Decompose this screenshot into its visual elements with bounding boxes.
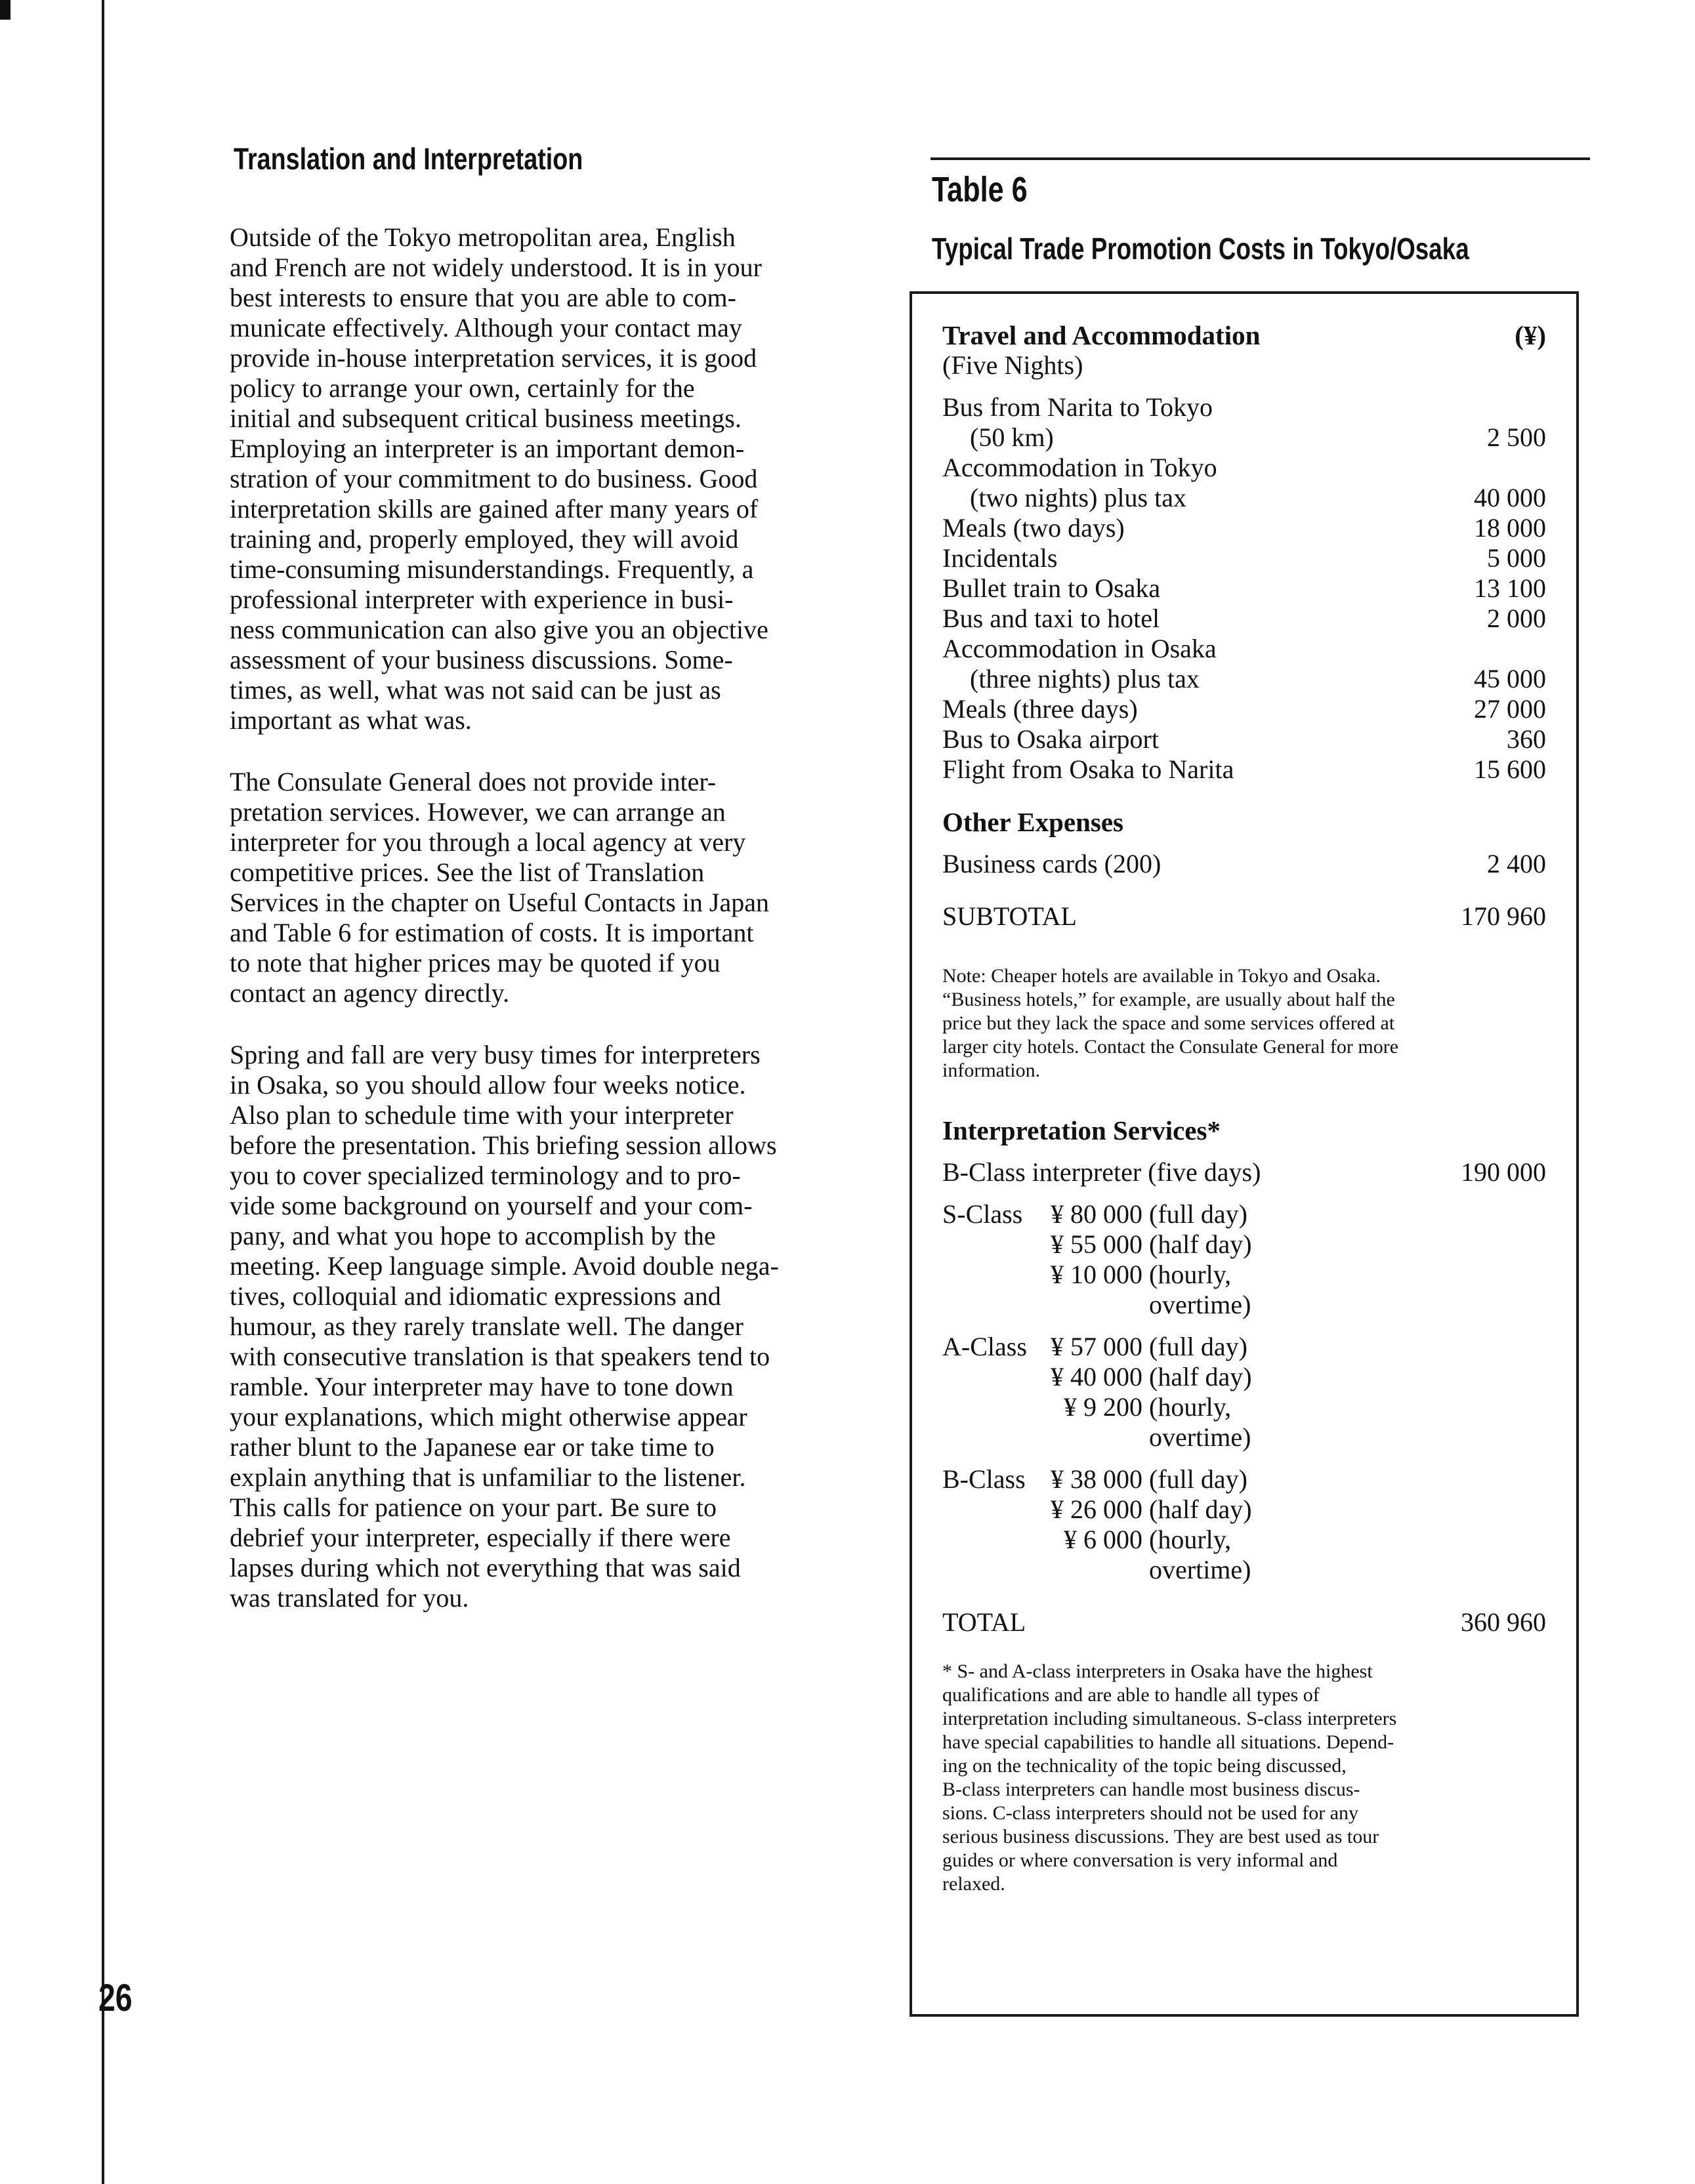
text-line: ramble. Your interpreter may have to tone down bbox=[230, 1372, 734, 1401]
text-line: Outside of the Tokyo metropolitan area, English bbox=[230, 222, 736, 252]
rate-amount: ¥ 9 200 bbox=[1064, 1392, 1142, 1422]
text-line: meeting. Keep language simple. Avoid double nega- bbox=[230, 1251, 779, 1281]
text-line: explain anything that is unfamiliar to the listener. bbox=[230, 1462, 746, 1492]
paragraph bbox=[230, 222, 906, 735]
rate-class bbox=[942, 1494, 1037, 1525]
text-line: provide in-house interpretation services, it is good bbox=[230, 343, 757, 373]
text-line: tives, colloquial and idiomatic expressions and bbox=[230, 1281, 721, 1311]
rate-class bbox=[942, 1362, 1037, 1392]
table-row bbox=[942, 573, 1546, 604]
rate-block bbox=[942, 1464, 1546, 1585]
text-line: lapses during which not everything that was said bbox=[230, 1553, 741, 1582]
rate-description: (full day) bbox=[1149, 1332, 1247, 1361]
text-line: This calls for patience on your part. Be sure to bbox=[230, 1493, 717, 1522]
rate-amount: ¥ 57 000 bbox=[1051, 1332, 1142, 1361]
subtotal-row bbox=[942, 901, 1546, 932]
text-line: with consecutive translation is that speakers tend to bbox=[230, 1342, 770, 1371]
other-header-row bbox=[942, 807, 1546, 837]
item-value: 360 bbox=[1507, 724, 1546, 754]
paragraph bbox=[230, 1040, 906, 1613]
left-column bbox=[210, 141, 906, 1645]
travel-subheader: (Five Nights) bbox=[942, 350, 1083, 380]
text-line: before the presentation. This briefing session allows bbox=[230, 1130, 777, 1160]
rate-line bbox=[942, 1199, 1546, 1229]
text-line: Also plan to schedule time with your interpreter bbox=[230, 1100, 734, 1130]
rate-description: (hourly, bbox=[1149, 1392, 1232, 1422]
interp-header: Interpretation Services* bbox=[942, 1115, 1221, 1145]
table-subtitle: Typical Trade Promotion Costs in Tokyo/Osaka bbox=[932, 232, 1469, 266]
rate-amount: ¥ 80 000 bbox=[1051, 1199, 1142, 1229]
text-line: times, as well, what was not said can be just as bbox=[230, 675, 721, 705]
text-line: The Consulate General does not provide inter- bbox=[230, 767, 717, 796]
rate-line bbox=[942, 1362, 1546, 1392]
text-line: Services in the chapter on Useful Contacts in Japan bbox=[230, 888, 769, 917]
table-row bbox=[942, 483, 1546, 513]
rate-block bbox=[942, 1332, 1546, 1453]
page-number: 26 bbox=[98, 1977, 133, 2019]
travel-header-row bbox=[942, 320, 1546, 350]
table-row bbox=[942, 422, 1546, 453]
item-value: 2 500 bbox=[1487, 422, 1546, 452]
rate-amount: ¥ 40 000 bbox=[1051, 1362, 1142, 1391]
text-line: Employing an interpreter is an important demon- bbox=[230, 434, 745, 463]
item-label: Accommodation in Osaka bbox=[942, 634, 1217, 663]
item-label: Accommodation in Tokyo bbox=[942, 453, 1217, 482]
paragraph bbox=[230, 767, 906, 1008]
note-line: information. bbox=[942, 1060, 1041, 1081]
item-value: 45 000 bbox=[1474, 664, 1546, 693]
total-value: 360 960 bbox=[1461, 1607, 1546, 1637]
total-label: TOTAL bbox=[942, 1607, 1026, 1637]
text-line: competitive prices. See the list of Translation bbox=[230, 857, 705, 887]
note-line: larger city hotels. Contact the Consulate General for more bbox=[942, 1036, 1399, 1058]
item-label: Bullet train to Osaka bbox=[942, 573, 1161, 603]
text-line: initial and subsequent critical business meetings. bbox=[230, 403, 742, 433]
item-label: Business cards (200) bbox=[942, 849, 1161, 878]
note-line: serious business discussions. They are best used as tour bbox=[942, 1826, 1379, 1847]
table-row bbox=[942, 604, 1546, 634]
text-line: debrief your interpreter, especially if there were bbox=[230, 1523, 731, 1552]
table-row bbox=[942, 694, 1546, 724]
rate-line bbox=[942, 1494, 1546, 1525]
text-line: municate effectively. Although your contact may bbox=[230, 313, 742, 342]
rate-description: (hourly, bbox=[1149, 1260, 1232, 1289]
item-label: (three nights) plus tax bbox=[970, 664, 1200, 693]
rate-description: (full day) bbox=[1149, 1199, 1247, 1229]
text-line: and Table 6 for estimation of costs. It is important bbox=[230, 918, 754, 947]
rate-amount: ¥ 38 000 bbox=[1051, 1464, 1142, 1494]
rate-description: (half day) bbox=[1149, 1362, 1252, 1391]
table-row bbox=[942, 453, 1546, 483]
rate-amount: ¥ 55 000 bbox=[1051, 1229, 1142, 1259]
item-label: (two nights) plus tax bbox=[970, 483, 1186, 512]
item-label: (50 km) bbox=[970, 422, 1054, 452]
rate-amount: ¥ 6 000 bbox=[1064, 1525, 1142, 1554]
note-line: relaxed. bbox=[942, 1873, 1005, 1895]
rate-line bbox=[942, 1260, 1546, 1290]
rate-continuation: overtime) bbox=[1149, 1422, 1251, 1452]
note-line: interpretation including simultaneous. S-class interpreters bbox=[942, 1708, 1397, 1729]
currency-label: (¥) bbox=[1515, 320, 1546, 350]
item-label: Incidentals bbox=[942, 543, 1058, 573]
travel-items bbox=[942, 392, 1546, 785]
note-line: ing on the technicality of the topic being discussed, bbox=[942, 1755, 1347, 1777]
rate-class: S-Class bbox=[942, 1199, 1023, 1229]
item-label: Meals (three days) bbox=[942, 694, 1138, 724]
item-value: 2 400 bbox=[1487, 849, 1546, 878]
cost-table-box bbox=[910, 291, 1579, 2017]
rate-class bbox=[942, 1392, 1037, 1422]
table-row bbox=[942, 724, 1546, 754]
table-row bbox=[942, 849, 1546, 879]
text-line: pretation services. However, we can arrange an bbox=[230, 797, 726, 827]
text-line: you to cover specialized terminology and to pro- bbox=[230, 1161, 741, 1190]
table-row bbox=[942, 543, 1546, 573]
scan-corner-mark bbox=[0, 0, 10, 20]
text-line: important as what was. bbox=[230, 705, 472, 735]
rate-block bbox=[942, 1199, 1546, 1320]
item-label: Bus to Osaka airport bbox=[942, 724, 1159, 754]
text-line: policy to arrange your own, certainly for the bbox=[230, 373, 695, 403]
table-row bbox=[942, 513, 1546, 543]
rate-class bbox=[942, 1525, 1037, 1555]
item-value: 27 000 bbox=[1474, 694, 1546, 724]
text-line: ness communication can also give you an objective bbox=[230, 615, 768, 644]
rate-class bbox=[942, 1260, 1037, 1290]
item-value: 18 000 bbox=[1474, 513, 1546, 543]
rate-amount: ¥ 26 000 bbox=[1051, 1494, 1142, 1524]
table-top-rule bbox=[931, 157, 1590, 160]
cost-table bbox=[942, 320, 1546, 1896]
text-line: rather blunt to the Japanese ear or take time to bbox=[230, 1432, 715, 1462]
interp-main-label: B-Class interpreter (five days) bbox=[942, 1157, 1261, 1187]
text-line: Spring and fall are very busy times for interpreters bbox=[230, 1040, 761, 1069]
hotel-note bbox=[942, 964, 1546, 1082]
text-line: contact an agency directly. bbox=[230, 978, 510, 1008]
note-line: qualifications and are able to handle all types of bbox=[942, 1684, 1320, 1706]
note-line: * S- and A-class interpreters in Osaka have the highest bbox=[942, 1660, 1373, 1682]
rate-description: (half day) bbox=[1149, 1229, 1252, 1259]
item-value: 2 000 bbox=[1487, 604, 1546, 633]
interp-main-value: 190 000 bbox=[1461, 1157, 1546, 1187]
text-line: to note that higher prices may be quoted if you bbox=[230, 948, 721, 978]
rate-description: (half day) bbox=[1149, 1494, 1252, 1524]
table-row bbox=[942, 664, 1546, 694]
other-items bbox=[942, 849, 1546, 879]
item-value: 5 000 bbox=[1487, 543, 1546, 573]
table-row bbox=[942, 634, 1546, 664]
rate-description: (hourly, bbox=[1149, 1525, 1232, 1554]
text-line: stration of your commitment to do business. Good bbox=[230, 464, 758, 493]
note-line: have special capabilities to handle all situations. Depend- bbox=[942, 1731, 1394, 1753]
text-line: interpreter for you through a local agency at very bbox=[230, 827, 746, 857]
rate-continuation: overtime) bbox=[1149, 1555, 1251, 1584]
rate-amount: ¥ 10 000 bbox=[1051, 1260, 1142, 1289]
text-line: assessment of your business discussions. Some- bbox=[230, 645, 733, 674]
interp-header-row bbox=[942, 1115, 1546, 1145]
body-text bbox=[210, 222, 906, 1613]
text-line: professional interpreter with experience in busi- bbox=[230, 585, 734, 614]
total-row bbox=[942, 1607, 1546, 1638]
table-title: Table 6 bbox=[932, 170, 1028, 209]
subtotal-value: 170 960 bbox=[1461, 901, 1546, 931]
rate-line bbox=[942, 1392, 1546, 1422]
note-line: sions. C-class interpreters should not be used for any bbox=[942, 1802, 1359, 1824]
rate-line bbox=[942, 1525, 1546, 1555]
item-label: Bus from Narita to Tokyo bbox=[942, 392, 1213, 422]
item-value: 15 600 bbox=[1474, 754, 1546, 784]
other-header: Other Expenses bbox=[942, 807, 1124, 837]
rate-class: A-Class bbox=[942, 1332, 1027, 1361]
section-title: Translation and Interpretation bbox=[234, 142, 583, 176]
subtotal-label: SUBTOTAL bbox=[942, 901, 1077, 931]
text-line: pany, and what you hope to accomplish by the bbox=[230, 1221, 716, 1250]
text-line: was translated for you. bbox=[230, 1583, 469, 1613]
interp-footnote bbox=[942, 1660, 1546, 1896]
rate-line bbox=[942, 1464, 1546, 1494]
item-value: 13 100 bbox=[1474, 573, 1546, 603]
rate-line bbox=[942, 1332, 1546, 1362]
table-row bbox=[942, 754, 1546, 785]
rate-line bbox=[942, 1229, 1546, 1260]
item-label: Meals (two days) bbox=[942, 513, 1125, 543]
rate-description: (full day) bbox=[1149, 1464, 1247, 1494]
text-line: and French are not widely understood. It is in your bbox=[230, 253, 762, 282]
note-line: guides or where conversation is very informal and bbox=[942, 1849, 1338, 1871]
travel-header: Travel and Accommodation bbox=[942, 320, 1261, 350]
travel-subheader-row bbox=[942, 350, 1546, 381]
rate-class bbox=[942, 1229, 1037, 1260]
note-line: Note: Cheaper hotels are available in Tokyo and Osaka. bbox=[942, 965, 1381, 987]
text-line: in Osaka, so you should allow four weeks notice. bbox=[230, 1070, 746, 1100]
text-line: vide some background on yourself and your com- bbox=[230, 1191, 753, 1220]
text-line: training and, properly employed, they will avoid bbox=[230, 524, 739, 554]
margin-rule bbox=[102, 0, 104, 2184]
note-line: price but they lack the space and some services offered at bbox=[942, 1012, 1395, 1034]
rate-continuation: overtime) bbox=[1149, 1290, 1251, 1319]
text-line: interpretation skills are gained after many years of bbox=[230, 494, 759, 524]
text-line: humour, as they rarely translate well. The danger bbox=[230, 1311, 743, 1341]
item-label: Flight from Osaka to Narita bbox=[942, 754, 1234, 784]
text-line: time-consuming misunderstandings. Frequently, a bbox=[230, 554, 754, 584]
table-row bbox=[942, 392, 1546, 422]
text-line: best interests to ensure that you are able to com- bbox=[230, 283, 736, 312]
item-value: 40 000 bbox=[1474, 483, 1546, 512]
note-line: B-class interpreters can handle most business discus- bbox=[942, 1779, 1360, 1800]
note-line: “Business hotels,” for example, are usually about half the bbox=[942, 989, 1395, 1010]
item-label: Bus and taxi to hotel bbox=[942, 604, 1160, 633]
rate-class: B-Class bbox=[942, 1464, 1026, 1494]
interp-main-row bbox=[942, 1157, 1546, 1187]
text-line: your explanations, which might otherwise appear bbox=[230, 1402, 747, 1432]
rate-blocks bbox=[942, 1199, 1546, 1585]
